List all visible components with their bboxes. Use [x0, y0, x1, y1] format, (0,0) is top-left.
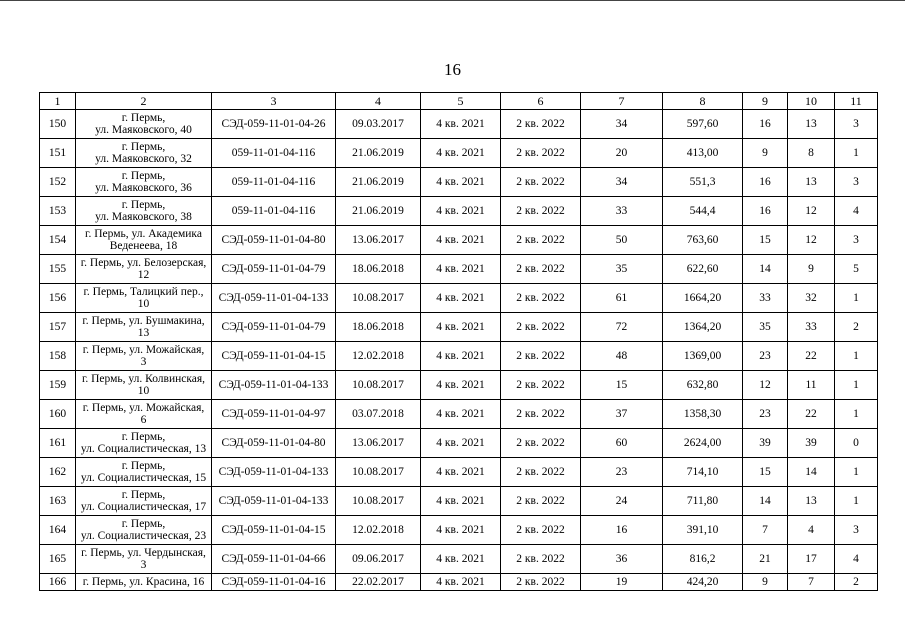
- planned-end: 2 кв. 2022: [501, 371, 581, 400]
- address-line-2: 10: [137, 298, 150, 310]
- apartments-private: 39: [788, 429, 835, 458]
- area-value: 632,80: [663, 371, 743, 400]
- planned-start: 4 кв. 2021: [421, 313, 501, 342]
- column-header: 8: [663, 93, 743, 110]
- document-date: 13.06.2017: [336, 226, 421, 255]
- table-header-row: [40, 93, 878, 110]
- top-rule: [0, 0, 905, 1]
- column-header: 6: [501, 93, 581, 110]
- document-date: 10.08.2017: [336, 487, 421, 516]
- document-number: 059-11-01-04-116: [212, 197, 336, 226]
- residents-count: 23: [581, 458, 663, 487]
- document-date: 21.06.2019: [336, 139, 421, 168]
- apartments-private: 4: [788, 516, 835, 545]
- table-row: [40, 313, 878, 342]
- table-row: [40, 574, 878, 591]
- row-number: 156: [40, 284, 76, 313]
- address-line-1: г. Пермь, Талицкий пер.,: [83, 286, 204, 298]
- row-number: 153: [40, 197, 76, 226]
- apartments-municipal: 1: [835, 371, 878, 400]
- planned-start: 4 кв. 2021: [421, 226, 501, 255]
- planned-end: 2 кв. 2022: [501, 110, 581, 139]
- address-cell: [76, 429, 212, 458]
- apartments-municipal: 1: [835, 139, 878, 168]
- residents-count: 20: [581, 139, 663, 168]
- apartments-private: 13: [788, 168, 835, 197]
- row-number: 163: [40, 487, 76, 516]
- document-date: 21.06.2019: [336, 168, 421, 197]
- page-number: 16: [444, 60, 461, 79]
- area-value: 1369,00: [663, 342, 743, 371]
- table-row: [40, 342, 878, 371]
- row-number: 161: [40, 429, 76, 458]
- column-header: 10: [788, 93, 835, 110]
- row-number: 166: [40, 574, 76, 591]
- address-line-1: г. Пермь,: [121, 170, 166, 182]
- apartments-total: 21: [743, 545, 788, 574]
- address-cell: [76, 371, 212, 400]
- row-number: 154: [40, 226, 76, 255]
- address-line-2: ул. Маяковского, 40: [95, 124, 192, 136]
- planned-end: 2 кв. 2022: [501, 284, 581, 313]
- address-line-2: ул. Социалистическая, 15: [80, 472, 207, 484]
- apartments-private: 13: [788, 110, 835, 139]
- address-line-2: ул. Социалистическая, 13: [80, 443, 207, 455]
- row-number: 164: [40, 516, 76, 545]
- residents-count: 35: [581, 255, 663, 284]
- document-number: СЭД-059-11-01-04-79: [212, 313, 336, 342]
- column-header: 7: [581, 93, 663, 110]
- document-number: СЭД-059-11-01-04-80: [212, 226, 336, 255]
- residents-count: 37: [581, 400, 663, 429]
- row-number: 160: [40, 400, 76, 429]
- area-value: 551,3: [663, 168, 743, 197]
- area-value: 391,10: [663, 516, 743, 545]
- area-value: 413,00: [663, 139, 743, 168]
- row-number: 155: [40, 255, 76, 284]
- apartments-total: 14: [743, 487, 788, 516]
- apartments-private: 8: [788, 139, 835, 168]
- residents-count: 61: [581, 284, 663, 313]
- address-line-1: г. Пермь,: [121, 199, 166, 211]
- row-number: 151: [40, 139, 76, 168]
- residents-count: 16: [581, 516, 663, 545]
- apartments-private: 17: [788, 545, 835, 574]
- planned-end: 2 кв. 2022: [501, 342, 581, 371]
- address-cell: [76, 545, 212, 574]
- document-number: СЭД-059-11-01-04-26: [212, 110, 336, 139]
- planned-end: 2 кв. 2022: [501, 255, 581, 284]
- apartments-municipal: 2: [835, 313, 878, 342]
- apartments-total: 23: [743, 342, 788, 371]
- table-row: [40, 168, 878, 197]
- planned-start: 4 кв. 2021: [421, 110, 501, 139]
- address-cell: [76, 574, 212, 591]
- residents-count: 60: [581, 429, 663, 458]
- planned-end: 2 кв. 2022: [501, 313, 581, 342]
- address-line-2: 6: [140, 414, 147, 426]
- document-number: СЭД-059-11-01-04-16: [212, 574, 336, 591]
- address-line-1: г. Пермь,: [121, 112, 166, 124]
- table-row: [40, 255, 878, 284]
- area-value: 1364,20: [663, 313, 743, 342]
- address-cell: [76, 400, 212, 429]
- document-number: СЭД-059-11-01-04-79: [212, 255, 336, 284]
- planned-end: 2 кв. 2022: [501, 545, 581, 574]
- apartments-private: 22: [788, 400, 835, 429]
- address-cell: [76, 110, 212, 139]
- planned-start: 4 кв. 2021: [421, 139, 501, 168]
- document-date: 09.03.2017: [336, 110, 421, 139]
- apartments-total: 9: [743, 139, 788, 168]
- row-number: 150: [40, 110, 76, 139]
- address-line-1: г. Пермь,: [121, 431, 166, 443]
- address-cell: [76, 139, 212, 168]
- document-number: СЭД-059-11-01-04-133: [212, 284, 336, 313]
- address-cell: [76, 458, 212, 487]
- residents-count: 24: [581, 487, 663, 516]
- planned-start: 4 кв. 2021: [421, 458, 501, 487]
- planned-start: 4 кв. 2021: [421, 574, 501, 591]
- apartments-total: 23: [743, 400, 788, 429]
- document-date: 12.02.2018: [336, 516, 421, 545]
- table-row: [40, 226, 878, 255]
- row-number: 162: [40, 458, 76, 487]
- table-row: [40, 458, 878, 487]
- residents-count: 34: [581, 168, 663, 197]
- row-number: 157: [40, 313, 76, 342]
- apartments-municipal: 3: [835, 168, 878, 197]
- document-number: СЭД-059-11-01-04-15: [212, 516, 336, 545]
- apartments-municipal: 4: [835, 197, 878, 226]
- planned-end: 2 кв. 2022: [501, 458, 581, 487]
- area-value: 714,10: [663, 458, 743, 487]
- address-line-1: г. Пермь,: [121, 518, 166, 530]
- address-line-1: г. Пермь, ул. Чердынская,: [81, 547, 206, 559]
- row-number: 158: [40, 342, 76, 371]
- apartments-private: 12: [788, 226, 835, 255]
- apartments-total: 15: [743, 226, 788, 255]
- column-header: 11: [835, 93, 878, 110]
- apartments-municipal: 3: [835, 516, 878, 545]
- planned-start: 4 кв. 2021: [421, 371, 501, 400]
- residents-count: 34: [581, 110, 663, 139]
- table-row: [40, 139, 878, 168]
- area-value: 1664,20: [663, 284, 743, 313]
- area-value: 816,2: [663, 545, 743, 574]
- row-number: 159: [40, 371, 76, 400]
- table-row: [40, 284, 878, 313]
- address-line-2: 13: [137, 327, 150, 339]
- document-date: 18.06.2018: [336, 255, 421, 284]
- column-header: 5: [421, 93, 501, 110]
- address-cell: [76, 284, 212, 313]
- address-cell: [76, 342, 212, 371]
- address-line-1: г. Пермь,: [121, 460, 166, 472]
- address-line-2: ул. Маяковского, 38: [95, 211, 192, 223]
- document-date: 18.06.2018: [336, 313, 421, 342]
- apartments-municipal: 2: [835, 574, 878, 591]
- apartments-private: 11: [788, 371, 835, 400]
- address-line-2: 12: [137, 269, 150, 281]
- document-date: 10.08.2017: [336, 371, 421, 400]
- planned-end: 2 кв. 2022: [501, 574, 581, 591]
- table-row: [40, 487, 878, 516]
- address-line-1: г. Пермь, ул. Академика: [85, 228, 202, 240]
- apartments-municipal: 0: [835, 429, 878, 458]
- document-date: 09.06.2017: [336, 545, 421, 574]
- planned-start: 4 кв. 2021: [421, 400, 501, 429]
- apartments-municipal: 3: [835, 110, 878, 139]
- apartments-total: 14: [743, 255, 788, 284]
- residents-count: 33: [581, 197, 663, 226]
- planned-end: 2 кв. 2022: [501, 400, 581, 429]
- address-cell: [76, 487, 212, 516]
- apartments-total: 39: [743, 429, 788, 458]
- address-line-2: Веденеева, 18: [109, 240, 178, 252]
- apartments-municipal: 3: [835, 226, 878, 255]
- apartments-private: 22: [788, 342, 835, 371]
- document-date: 13.06.2017: [336, 429, 421, 458]
- address-line-1: г. Пермь, ул. Белозерская,: [80, 257, 207, 269]
- apartments-municipal: 1: [835, 284, 878, 313]
- document-date: 10.08.2017: [336, 458, 421, 487]
- address-cell: [76, 516, 212, 545]
- address-line-1: г. Пермь, ул. Красина, 16: [82, 576, 205, 588]
- residents-count: 15: [581, 371, 663, 400]
- row-number: 165: [40, 545, 76, 574]
- document-number: 059-11-01-04-116: [212, 168, 336, 197]
- apartments-private: 13: [788, 487, 835, 516]
- address-cell: [76, 226, 212, 255]
- apartments-municipal: 5: [835, 255, 878, 284]
- planned-start: 4 кв. 2021: [421, 516, 501, 545]
- table-row: [40, 516, 878, 545]
- document-number: СЭД-059-11-01-04-97: [212, 400, 336, 429]
- column-header: 3: [212, 93, 336, 110]
- area-value: 544,4: [663, 197, 743, 226]
- planned-start: 4 кв. 2021: [421, 255, 501, 284]
- apartments-total: 16: [743, 168, 788, 197]
- document-number: СЭД-059-11-01-04-80: [212, 429, 336, 458]
- area-value: 1358,30: [663, 400, 743, 429]
- area-value: 424,20: [663, 574, 743, 591]
- table-row: [40, 197, 878, 226]
- address-cell: [76, 255, 212, 284]
- apartments-municipal: 1: [835, 400, 878, 429]
- planned-end: 2 кв. 2022: [501, 516, 581, 545]
- address-line-2: ул. Социалистическая, 17: [80, 501, 207, 513]
- document-date: 21.06.2019: [336, 197, 421, 226]
- apartments-total: 16: [743, 110, 788, 139]
- address-line-2: ул. Социалистическая, 23: [80, 530, 207, 542]
- area-value: 597,60: [663, 110, 743, 139]
- apartments-private: 7: [788, 574, 835, 591]
- table-row: [40, 545, 878, 574]
- document-date: 10.08.2017: [336, 284, 421, 313]
- apartments-municipal: 1: [835, 487, 878, 516]
- planned-end: 2 кв. 2022: [501, 429, 581, 458]
- apartments-private: 9: [788, 255, 835, 284]
- planned-end: 2 кв. 2022: [501, 139, 581, 168]
- apartments-total: 7: [743, 516, 788, 545]
- document-date: 12.02.2018: [336, 342, 421, 371]
- apartments-total: 12: [743, 371, 788, 400]
- address-cell: [76, 313, 212, 342]
- planned-start: 4 кв. 2021: [421, 342, 501, 371]
- address-line-2: 3: [140, 559, 147, 571]
- document-number: 059-11-01-04-116: [212, 139, 336, 168]
- apartments-private: 32: [788, 284, 835, 313]
- apartments-total: 35: [743, 313, 788, 342]
- planned-start: 4 кв. 2021: [421, 284, 501, 313]
- apartments-total: 9: [743, 574, 788, 591]
- address-line-2: ул. Маяковского, 32: [95, 153, 192, 165]
- planned-end: 2 кв. 2022: [501, 487, 581, 516]
- address-line-2: ул. Маяковского, 36: [95, 182, 192, 194]
- planned-start: 4 кв. 2021: [421, 168, 501, 197]
- area-value: 622,60: [663, 255, 743, 284]
- address-line-1: г. Пермь,: [121, 489, 166, 501]
- table-row: [40, 400, 878, 429]
- column-header: 4: [336, 93, 421, 110]
- table-row: [40, 429, 878, 458]
- document-date: 03.07.2018: [336, 400, 421, 429]
- apartments-total: 15: [743, 458, 788, 487]
- address-cell: [76, 197, 212, 226]
- apartments-total: 16: [743, 197, 788, 226]
- table-row: [40, 110, 878, 139]
- address-line-1: г. Пермь, ул. Можайская,: [82, 344, 205, 356]
- planned-start: 4 кв. 2021: [421, 545, 501, 574]
- apartments-private: 33: [788, 313, 835, 342]
- area-value: 763,60: [663, 226, 743, 255]
- apartments-municipal: 1: [835, 458, 878, 487]
- row-number: 152: [40, 168, 76, 197]
- column-header: 2: [76, 93, 212, 110]
- document-number: СЭД-059-11-01-04-133: [212, 458, 336, 487]
- column-header: 1: [40, 93, 76, 110]
- apartments-municipal: 1: [835, 342, 878, 371]
- apartments-private: 14: [788, 458, 835, 487]
- column-header: 9: [743, 93, 788, 110]
- registry-table: [39, 92, 878, 591]
- address-line-1: г. Пермь, ул. Колвинская,: [81, 373, 206, 385]
- planned-end: 2 кв. 2022: [501, 226, 581, 255]
- planned-end: 2 кв. 2022: [501, 197, 581, 226]
- address-line-1: г. Пермь,: [121, 141, 166, 153]
- planned-start: 4 кв. 2021: [421, 429, 501, 458]
- address-line-2: 3: [140, 356, 147, 368]
- residents-count: 50: [581, 226, 663, 255]
- document-date: 22.02.2017: [336, 574, 421, 591]
- planned-end: 2 кв. 2022: [501, 168, 581, 197]
- document-number: СЭД-059-11-01-04-15: [212, 342, 336, 371]
- address-line-1: г. Пермь, ул. Можайская,: [82, 402, 205, 414]
- document-number: СЭД-059-11-01-04-133: [212, 371, 336, 400]
- residents-count: 36: [581, 545, 663, 574]
- residents-count: 72: [581, 313, 663, 342]
- address-line-1: г. Пермь, ул. Бушмакина,: [82, 315, 205, 327]
- document-number: СЭД-059-11-01-04-133: [212, 487, 336, 516]
- address-line-2: 10: [137, 385, 150, 397]
- residents-count: 19: [581, 574, 663, 591]
- document-number: СЭД-059-11-01-04-66: [212, 545, 336, 574]
- apartments-municipal: 4: [835, 545, 878, 574]
- address-cell: [76, 168, 212, 197]
- apartments-total: 33: [743, 284, 788, 313]
- apartments-private: 12: [788, 197, 835, 226]
- planned-start: 4 кв. 2021: [421, 487, 501, 516]
- planned-start: 4 кв. 2021: [421, 197, 501, 226]
- area-value: 711,80: [663, 487, 743, 516]
- area-value: 2624,00: [663, 429, 743, 458]
- residents-count: 48: [581, 342, 663, 371]
- table-row: [40, 371, 878, 400]
